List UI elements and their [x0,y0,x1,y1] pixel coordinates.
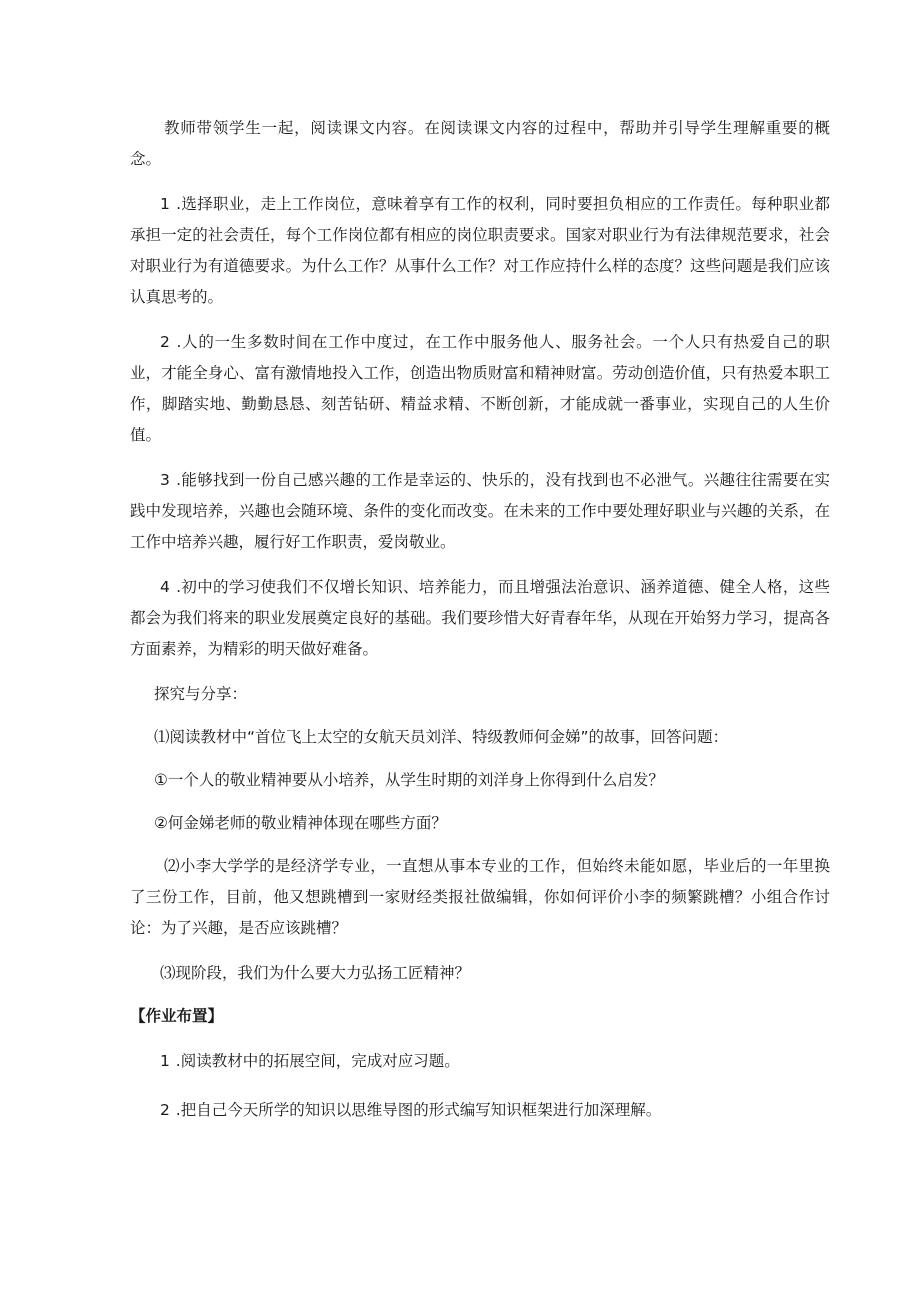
point-3-text: .能够找到一份自己感兴趣的工作是幸运的、快乐的，没有找到也不必泄气。兴趣往往需要在实践中发现培养，兴趣也会随环境、条件的变化而改变。在未来的工作中要处理好职业与兴趣的关系，在工作中培养兴趣，履行好工作职责，爱岗敬业。 [130,471,830,551]
point-2-text: .人的一生多数时间在工作中度过，在工作中服务他人、服务社会。一个人只有热爱自己的职业，才能全身心、富有激情地投入工作，创造出物质财富和精神财富。劳动创造价值，只有热爱本职工作，脚踏实地、勤勤恳恳、刻苦钻研、精益求精、不断创新，才能成就一番事业，实现自己的人生价值。 [130,333,830,444]
homework-item-2-text: .把自己今天所学的知识以思维导图的形式编写知识框架进行加深理解。 [170,1101,662,1119]
homework-item-1-text: .阅读教材中的拓展空间，完成对应习题。 [170,1052,460,1070]
explore-title: 探究与分享： [154,685,248,703]
explore-question-1b: ②何金娣老师的敬业精神体现在哪些方面？ [154,814,447,832]
homework-item-2 [130,1095,830,1126]
document-body [130,113,830,1144]
intro-paragraph: 教师带领学生一起，阅读课文内容。在阅读课文内容的过程中，帮助并引导学生理解重要的概念。 [130,119,830,168]
explore-question-1: ⑴阅读教材中“首位飞上太空的女航天员刘洋、特级教师何金娣”的故事，回答问题： [154,728,729,746]
point-1-paragraph [130,189,830,313]
point-2-paragraph [130,327,830,451]
explore-question-1a: ①一个人的敬业精神要从小培养，从学生时期的刘洋身上你得到什么启发？ [154,771,664,789]
homework-heading: 【作业布置】 [130,1007,224,1025]
point-4-paragraph [130,572,830,665]
point-2-number: 2 [160,333,171,351]
homework-item-2-number: 2 [160,1101,171,1119]
explore-question-2: ⑵小李大学学的是经济学专业，一直想从事本专业的工作，但始终未能如愿，毕业后的一年里换了三份工作，目前，他又想跳槽到一家财经类报社做编辑，你如何评价小李的频繁跳槽？小组合作讨论：为了兴趣，是否应该跳槽？ [130,857,830,937]
explore-question-3: ⑶现阶段，我们为什么要大力弘扬工匠精神？ [160,964,471,982]
point-1-text: .选择职业，走上工作岗位，意味着享有工作的权利，同时要担负相应的工作责任。每种职业都承担一定的社会责任，每个工作岗位都有相应的岗位职责要求。国家对职业行为有法律规范要求，社会对职业行为有道德要求。为什么工作？从事什么工作？对工作应持什么样的态度？这些问题是我们应该认真思考的。 [130,195,830,306]
point-3-number: 3 [160,471,171,489]
point-4-number: 4 [160,578,171,596]
point-4-text: .初中的学习使我们不仅增长知识、培养能力，而且增强法治意识、涵养道德、健全人格，这些都会为我们将来的职业发展奠定良好的基础。我们要珍惜大好青春年华，从现在开始努力学习，提高各方面素养，为精彩的明天做好难备。 [130,578,830,658]
point-3-paragraph [130,465,830,558]
homework-item-1-number: 1 [160,1052,171,1070]
point-1-number: 1 [160,195,171,213]
homework-item-1 [130,1046,830,1077]
